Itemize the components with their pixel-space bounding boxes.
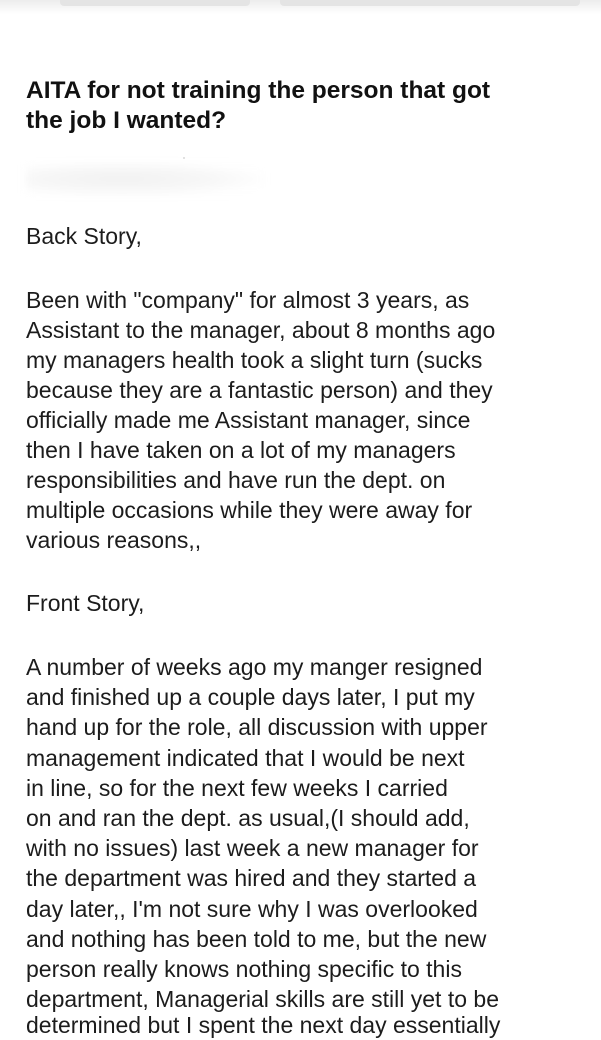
body-line: multiple occasions while they were away for [26,497,473,523]
body-line: management indicated that I would be next [26,744,465,771]
blurred-post-meta [26,162,266,196]
body-line: A number of weeks ago my manger resigned [26,654,483,680]
body-line: Been with "company" for almost 3 years, as [26,287,470,313]
body-line: and finished up a couple days later, I put my [26,684,475,711]
body-line: with no issues) last week a new manager for [26,835,479,862]
body-line: then I have taken on a lot of my managers [26,437,456,463]
post-title[interactable] [26,76,586,136]
body-line: and nothing has been told to me, but the new [26,925,487,952]
body-line: day later,, I'm not sure why I was overlooked [26,895,478,922]
body-line: department, Managerial skills are still yet to be [26,986,499,1013]
body-line: hand up for the role, all discussion with upper [26,714,488,741]
meta-separator-dot [183,157,185,159]
top-edge-bar-right [280,0,580,6]
paragraph-front-story [26,652,596,1014]
paragraph-back-story [26,285,596,555]
body-line: various reasons,, [26,527,202,553]
body-line: on and ran the dept. as usual,(I should add, [26,805,470,832]
top-edge-bar-left [60,0,250,6]
post-title-line: AITA for not training the person that got [26,77,491,104]
body-line-cut-off: determined but I spent the next day essentially [26,1012,501,1038]
section-heading-front-story: Front Story, [26,590,145,616]
body-line: because they are a fantastic person) and they [26,377,493,403]
section-heading-back-story: Back Story, [26,223,142,249]
body-line: officially made me Assistant manager, since [26,407,471,433]
body-line: in line, so for the next few weeks I carried [26,774,448,801]
body-line: Assistant to the manager, about 8 months ago [26,317,496,343]
body-line: responsibilities and have run the dept. on [26,467,446,493]
post-title-line: the job I wanted? [26,107,227,134]
body-line: person really knows nothing specific to this [26,956,462,983]
body-line: my managers health took a slight turn (sucks [26,347,483,373]
body-line: the department was hired and they started a [26,865,477,892]
